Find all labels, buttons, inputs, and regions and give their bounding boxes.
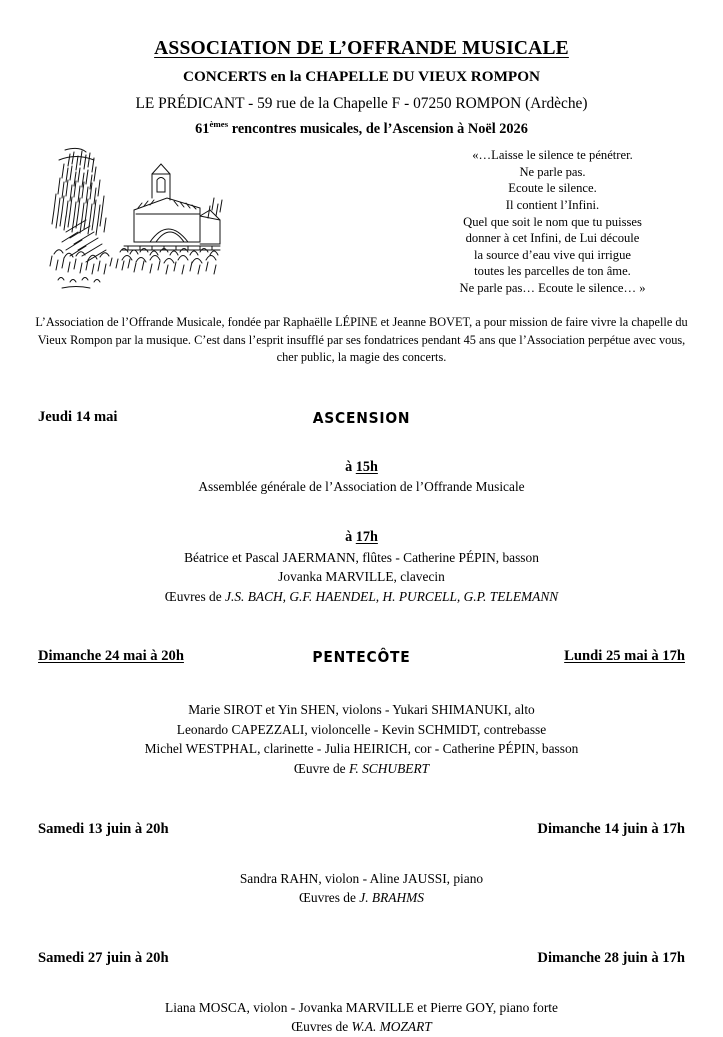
event-time: [0, 527, 723, 548]
concert-section-pentecote: [0, 648, 723, 778]
mission-statement: L’Association de l’Offrande Musicale, fondée par Raphaëlle LÉPINE et Jeanne BOVET, a pour mission de faire vivre la chapelle du Vieux Rompon par la musique. C’est dans l’esprit insufflé par ses fondatrices pendant 45 ans que l’Association perpétue avec vous, cher public, la magie des concerts.: [35, 315, 688, 365]
program-line: Marie SIROT et Yin SHEN, violons - Yukari SHIMANUKI, alto: [188, 702, 535, 718]
program-line: Michel WESTPHAL, clarinette - Julia HEIRICH, cor - Catherine PÉPIN, basson: [144, 741, 579, 757]
season-line: [0, 112, 723, 138]
event-time: [0, 457, 723, 478]
quote-line: Il contient l’Infini.: [505, 198, 600, 213]
time-prefix: à: [345, 458, 356, 475]
quote-line: la source d’eau vive qui irrigue: [473, 247, 631, 262]
event-block: [0, 700, 723, 778]
program-line: Liana MOSCA, violon - Jovanka MARVILLE et Pierre GOY, piano forte: [165, 999, 558, 1015]
works-label: Œuvres de: [291, 1019, 352, 1035]
quote-block: [420, 147, 685, 296]
program-works-line: [0, 759, 723, 779]
works-label: Œuvres de: [299, 890, 360, 906]
venue-address: LE PRÉDICANT - 59 rue de la Chapelle F - 07250 ROMPON (Ardèche): [135, 94, 588, 112]
poster-header: [0, 0, 723, 138]
program-works-line: [0, 587, 723, 607]
event-block: [0, 869, 723, 908]
date-right: Dimanche 28 juin à 17h: [537, 949, 685, 966]
feast-name: PENTECÔTE: [312, 648, 411, 667]
quote-line: Ne parle pas.: [519, 164, 586, 179]
time-prefix: à: [345, 528, 356, 545]
date-left: Dimanche 24 mai à 20h: [38, 648, 184, 665]
season-ordinal-suffix: èmes: [209, 119, 229, 130]
quote-line: «…Laisse le silence te pénétrer.: [472, 148, 633, 163]
event-block: [0, 527, 723, 606]
date-right: Lundi 25 mai à 17h: [564, 648, 685, 665]
date-left: Samedi 13 juin à 20h: [38, 820, 169, 837]
illustration-quote-band: [0, 146, 723, 306]
page-title: [0, 38, 723, 60]
quote-line: donner à cet Infini, de Lui découle: [465, 231, 640, 246]
concerts-venue-line: CONCERTS en la CHAPELLE DU VIEUX ROMPON: [183, 67, 540, 85]
program-line: Leonardo CAPEZZALI, violoncelle - Kevin SCHMIDT, contrebasse: [176, 721, 547, 737]
works-label: Œuvre de: [293, 760, 349, 776]
event-block: [0, 457, 723, 497]
time-value: 17h: [355, 528, 378, 545]
date-left: Jeudi 14 mai: [38, 408, 118, 425]
date-left: Samedi 27 juin à 20h: [38, 949, 169, 966]
works-composers: W.A. MOZART: [351, 1019, 432, 1035]
event-block: [0, 998, 723, 1037]
quote-line: Quel que soit le nom que tu puisses: [463, 214, 642, 229]
program-line: Béatrice et Pascal JAERMANN, flûtes - Catherine PÉPIN, basson: [184, 549, 539, 565]
works-composers: J.S. BACH, G.F. HAENDEL, H. PURCELL, G.P. TELEMANN: [225, 588, 559, 604]
works-composers: F. SCHUBERT: [348, 760, 430, 776]
section-date-row: [38, 409, 685, 431]
section-date-row: [38, 648, 685, 670]
program-works-line: [0, 888, 723, 908]
feast-name: ASCENSION: [312, 408, 411, 427]
season-number: 61: [195, 121, 210, 138]
works-label: Œuvres de: [164, 588, 226, 604]
section-date-row: [38, 950, 685, 972]
program-works-line: [0, 1017, 723, 1037]
program-line: Jovanka MARVILLE, clavecin: [278, 569, 445, 585]
section-date-row: [38, 821, 685, 843]
chapel-sketch-icon: [24, 146, 224, 294]
association-name: ASSOCIATION DE L’OFFRANDE MUSICALE: [154, 38, 569, 59]
quote-line: toutes les parcelles de ton âme.: [474, 264, 631, 279]
quote-line: Ne parle pas… Ecoute le silence… »: [459, 281, 646, 296]
works-composers: J. BRAHMS: [359, 890, 424, 906]
season-description: rencontres musicales, de l’Ascension à Noël 2026: [228, 121, 528, 138]
concert-section-ascension: [0, 409, 723, 607]
concert-section-juin-13-14: [0, 821, 723, 908]
time-value: 15h: [355, 458, 378, 475]
quote-line: Ecoute le silence.: [508, 181, 597, 196]
program-line: Assemblée générale de l’Association de l’Offrande Musicale: [198, 479, 525, 495]
program-line: Sandra RAHN, violon - Aline JAUSSI, piano: [239, 870, 484, 886]
date-right: Dimanche 14 juin à 17h: [537, 820, 685, 837]
